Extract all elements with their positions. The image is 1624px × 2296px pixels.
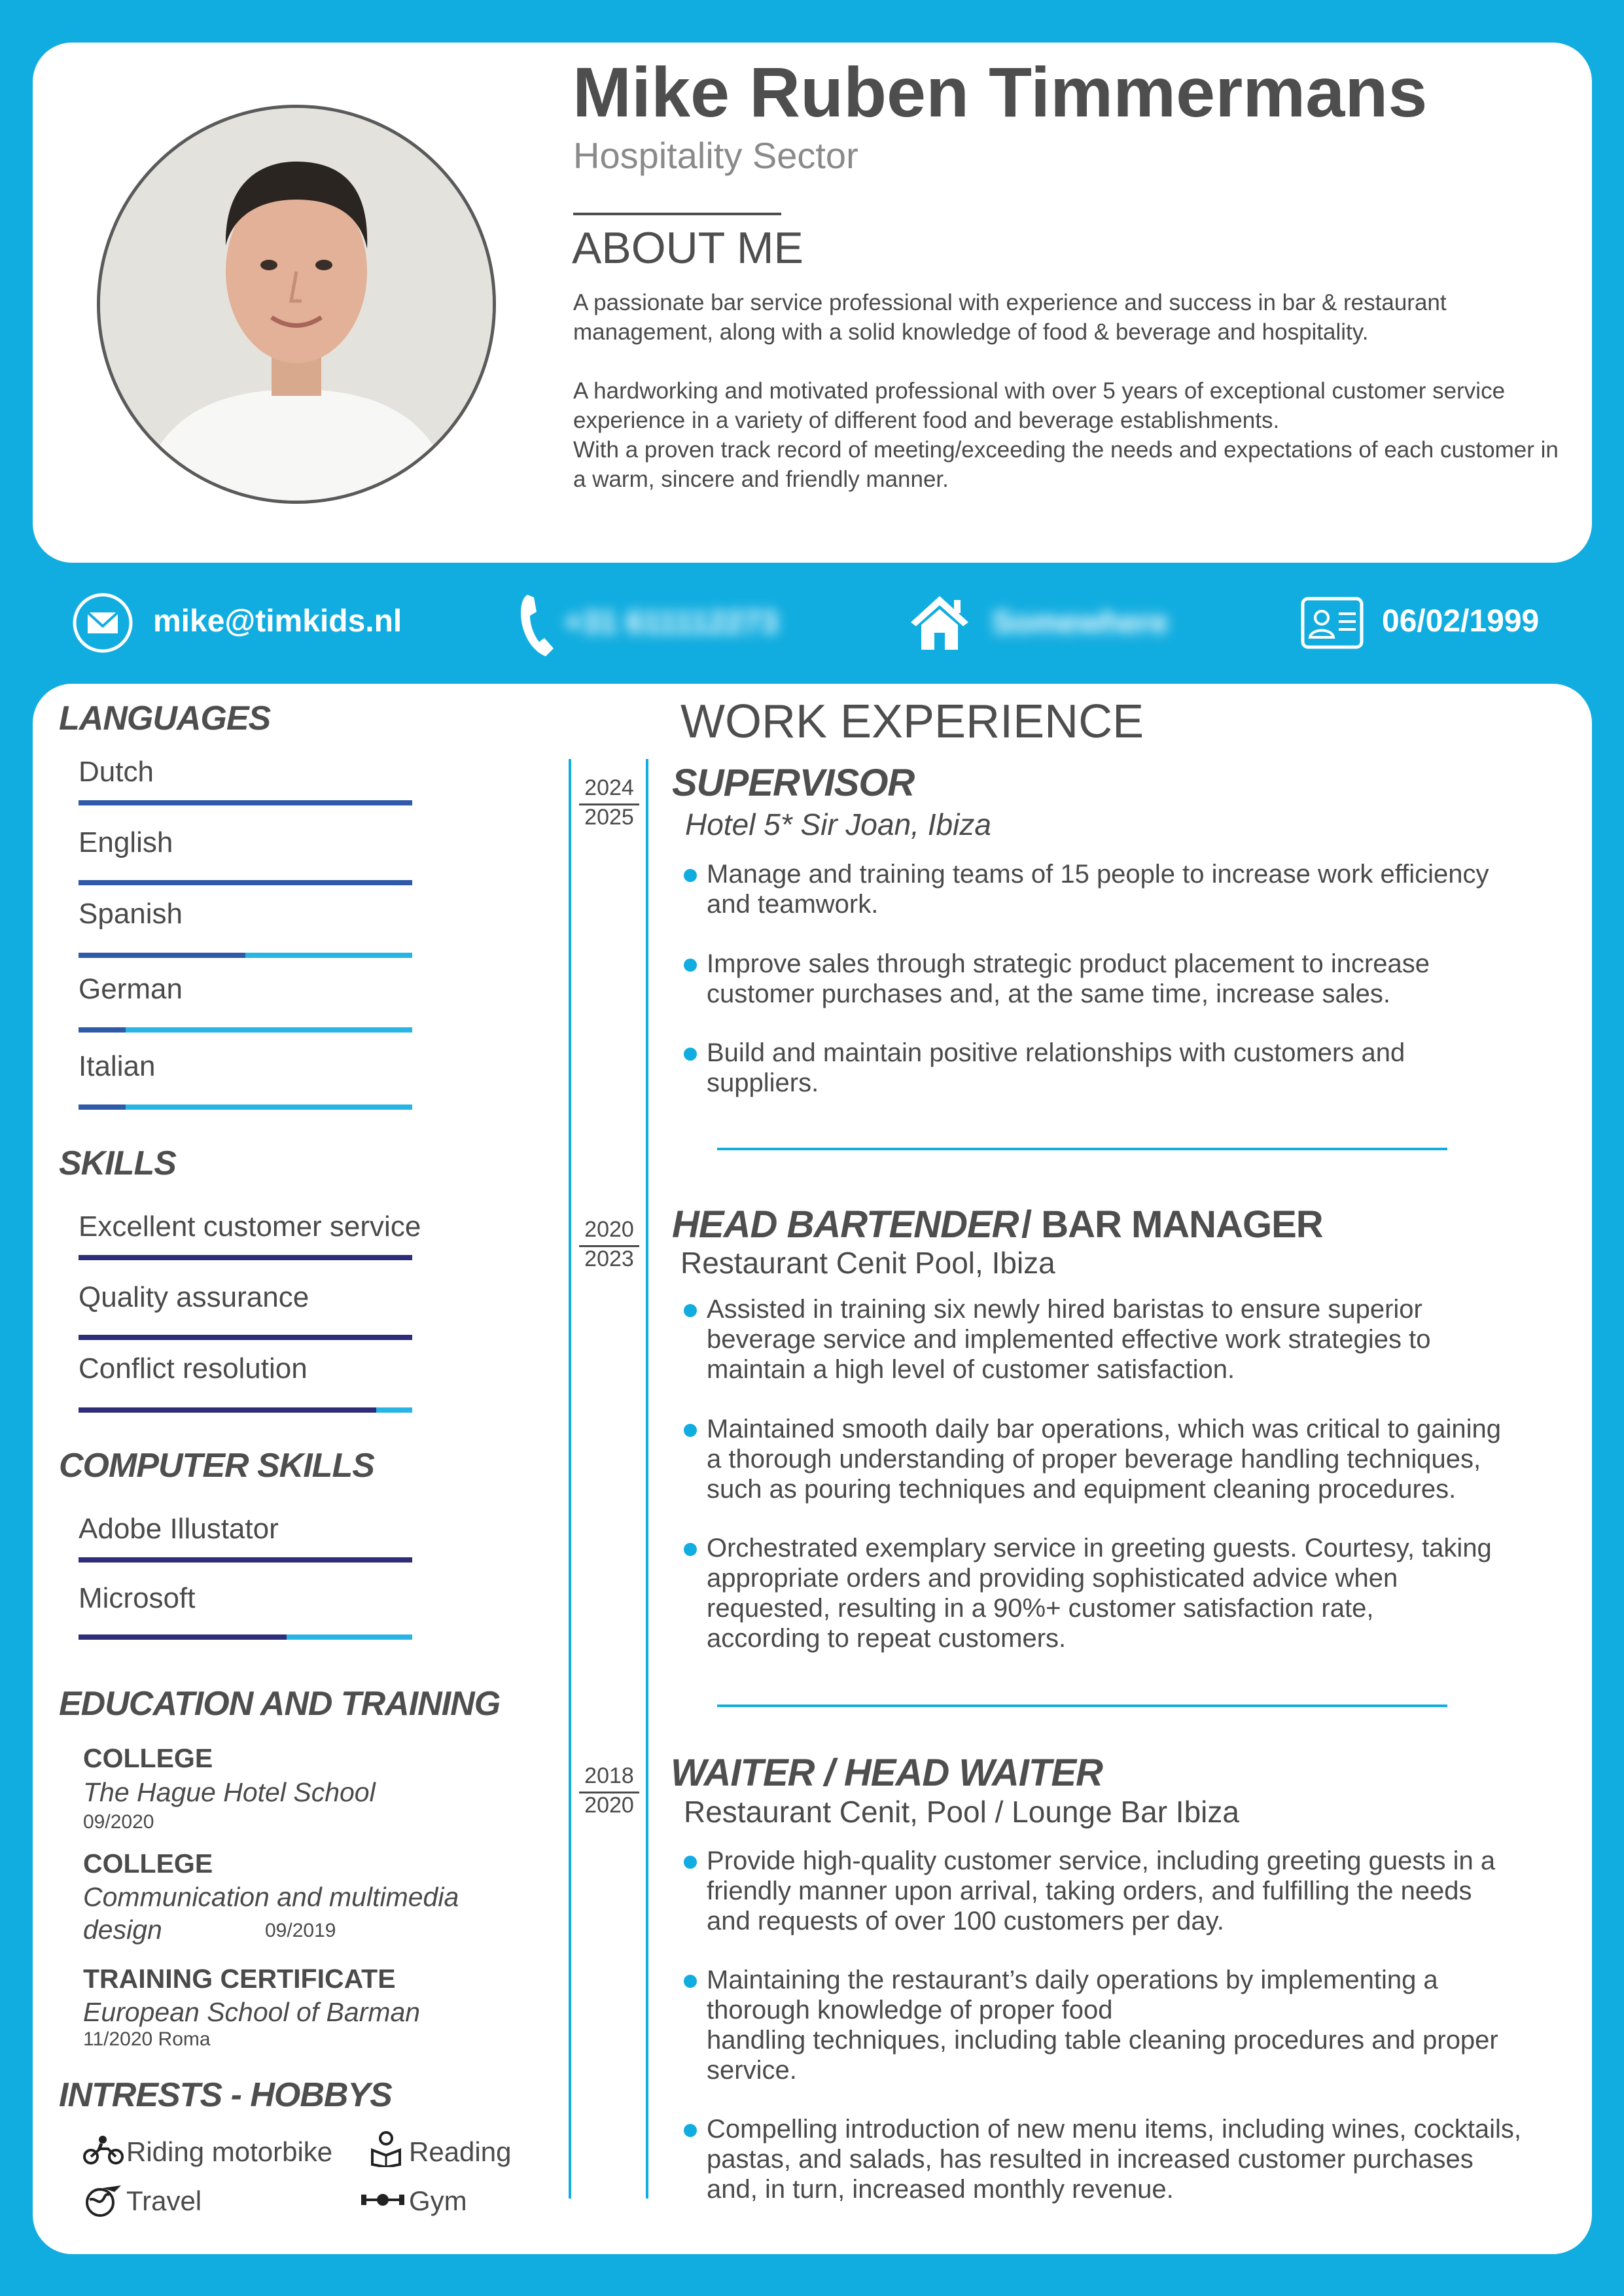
job-title: HEAD BARTENDER (672, 1203, 1019, 1246)
job-end-year: 2025 (584, 805, 634, 830)
education-school: European School of Barman (83, 1997, 421, 2027)
reading-icon (370, 2130, 402, 2170)
bullet-dot (684, 1048, 697, 1061)
skill-level-bar (79, 1255, 412, 1260)
education-date: 09/2019 (265, 1920, 336, 1941)
hobbies-heading: INTRESTS - HOBBYS (59, 2076, 392, 2114)
job-bullet: Manage and training teams of 15 people to increase work efficiency and teamwork. (707, 860, 1489, 919)
id-card-icon (1301, 597, 1364, 652)
job-separator (717, 1704, 1447, 1707)
job-title: WAITER / HEAD WAITER (671, 1752, 1103, 1794)
job-start-year: 2024 (584, 775, 634, 800)
hobby-item: Riding motorbike (126, 2136, 333, 2167)
phone-icon (518, 592, 557, 661)
computer-skill-item: Adobe Illustator (79, 1513, 279, 1545)
computer-skill-level-bar (79, 1557, 412, 1563)
hobby-item: Reading (409, 2136, 512, 2167)
job-place: Restaurant Cenit, Pool / Lounge Bar Ibiza (684, 1795, 1239, 1829)
education-type: TRAINING CERTIFICATE (83, 1964, 396, 1994)
language-item: Italian (79, 1050, 156, 1082)
job-bullet: Maintaining the restaurant’s daily operations by implementing a thorough knowledge of proper food handling techniques, including table cleaning procedures and proper service. (707, 1966, 1498, 2085)
job-title-secondary: / BAR MANAGER (1021, 1203, 1323, 1246)
education-school: Communication and multimedia (83, 1882, 459, 1912)
education-heading: EDUCATION AND TRAINING (59, 1685, 501, 1723)
job-title-row (672, 1203, 1323, 1246)
education-date: 09/2020 (83, 1811, 154, 1833)
education-type: COLLEGE (83, 1743, 213, 1773)
job-start-year: 2018 (584, 1763, 634, 1788)
about-me-heading: ABOUT ME (572, 223, 803, 273)
job-start-year: 2020 (584, 1217, 634, 1242)
computer-skills-heading: COMPUTER SKILLS (59, 1447, 374, 1485)
language-level-bar (79, 1027, 126, 1033)
email-value[interactable]: mike@timkids.nl (153, 604, 402, 639)
travel-icon (83, 2184, 122, 2221)
bullet-dot (684, 1424, 697, 1437)
skills-heading: SKILLS (59, 1144, 176, 1182)
motorbike-icon (83, 2134, 124, 2169)
job-end-year: 2020 (584, 1793, 634, 1818)
language-level-track (79, 1104, 412, 1110)
about-me-text: A passionate bar service professional with experience and success in bar & restaurant management, along with a solid knowledge of food & beverage and hospitality. A hardworking and motivated professional with over 5 years of exceptional customer service experience in a variety of different food and beverage establishments. With a proven track record of meeting/exceeding the needs and expectations of each customer in a warm, sincere and friendly manner. (573, 290, 1559, 492)
candidate-sector: Hospitality Sector (573, 135, 858, 176)
title-divider (573, 213, 781, 215)
job-place: Hotel 5* Sir Joan, Ibiza (685, 807, 991, 841)
bullet-dot (684, 2124, 697, 2137)
skill-item: Excellent customer service (79, 1210, 421, 1243)
timeline-line-left (569, 759, 571, 2199)
skill-item: Quality assurance (79, 1281, 309, 1313)
profile-photo (97, 105, 496, 504)
education-type: COLLEGE (83, 1848, 213, 1879)
education-school-cont: design (83, 1915, 162, 1945)
job-bullet: Orchestrated exemplary service in greeting guests. Courtesy, taking appropriate orders and providing sophisticated advice when requested, resulting in a 90%+ customer satisfaction rate, according to repeat customers. (707, 1534, 1492, 1653)
language-item: Dutch (79, 756, 154, 788)
bullet-dot (684, 1304, 697, 1317)
computer-skill-item: Microsoft (79, 1582, 196, 1614)
language-item: English (79, 826, 173, 858)
bullet-dot (684, 1856, 697, 1869)
language-item: Spanish (79, 898, 183, 930)
job-end-year: 2023 (584, 1246, 634, 1271)
language-level-bar (79, 953, 245, 958)
job-bullet: Maintained smooth daily bar operations, which was critical to gaining a thorough understanding of proper beverage handling techniques, such as pouring techniques and equipment cleaning procedures. (707, 1415, 1501, 1504)
address-value: Somewhere (992, 605, 1169, 640)
bullet-dot (684, 959, 697, 972)
work-experience-heading: WORK EXPERIENCE (680, 696, 1144, 748)
language-level-track (79, 1027, 412, 1033)
job-bullet: Improve sales through strategic product placement to increase customer purchases and, at the same time, increase sales. (707, 949, 1430, 1008)
bullet-dot (684, 1543, 697, 1556)
job-bullet: Provide high-quality customer service, including greeting guests in a friendly manner upon arrival, taking orders, and fulfilling the needs and requests of over 100 customers per day. (707, 1846, 1496, 1935)
gym-icon (360, 2188, 406, 2215)
education-date: 11/2020 Roma (83, 2028, 211, 2050)
job-place: Restaurant Cenit Pool, Ibiza (680, 1246, 1055, 1280)
bullet-dot (684, 1975, 697, 1988)
job-title: SUPERVISOR (672, 762, 915, 804)
job-bullet: Build and maintain positive relationships with customers and suppliers. (707, 1038, 1405, 1097)
birthdate-value: 06/02/1999 (1382, 604, 1540, 639)
job-bullet: Assisted in training six newly hired baristas to ensure superior beverage service and implemented effective work strategies to maintain a high level of customer satisfaction. (707, 1295, 1431, 1384)
bullet-dot (684, 869, 697, 882)
timeline-line-right (646, 759, 648, 2199)
skill-level-bar (79, 1335, 412, 1340)
hobby-item: Travel (126, 2185, 202, 2216)
phone-value[interactable]: +31 611112273 (564, 605, 779, 640)
candidate-name: Mike Ruben Timmermans (573, 52, 1428, 132)
language-level-bar (79, 800, 412, 805)
computer-skill-level-bar (79, 1634, 287, 1640)
language-level-bar (79, 880, 412, 885)
skill-item: Conflict resolution (79, 1352, 308, 1385)
job-bullet: Compelling introduction of new menu items, including wines, cocktails, pastas, and salads, has resulted in increased customer purchases and, in turn, increased monthly revenue. (707, 2115, 1522, 2204)
hobby-item: Gym (409, 2185, 467, 2216)
language-level-bar (79, 1104, 126, 1110)
language-item: German (79, 973, 183, 1005)
skill-level-bar (79, 1407, 376, 1413)
job-separator (717, 1148, 1447, 1150)
education-school: The Hague Hotel School (83, 1777, 376, 1807)
email-icon (72, 592, 133, 657)
home-icon (908, 592, 971, 654)
languages-heading: LANGUAGES (59, 699, 271, 737)
